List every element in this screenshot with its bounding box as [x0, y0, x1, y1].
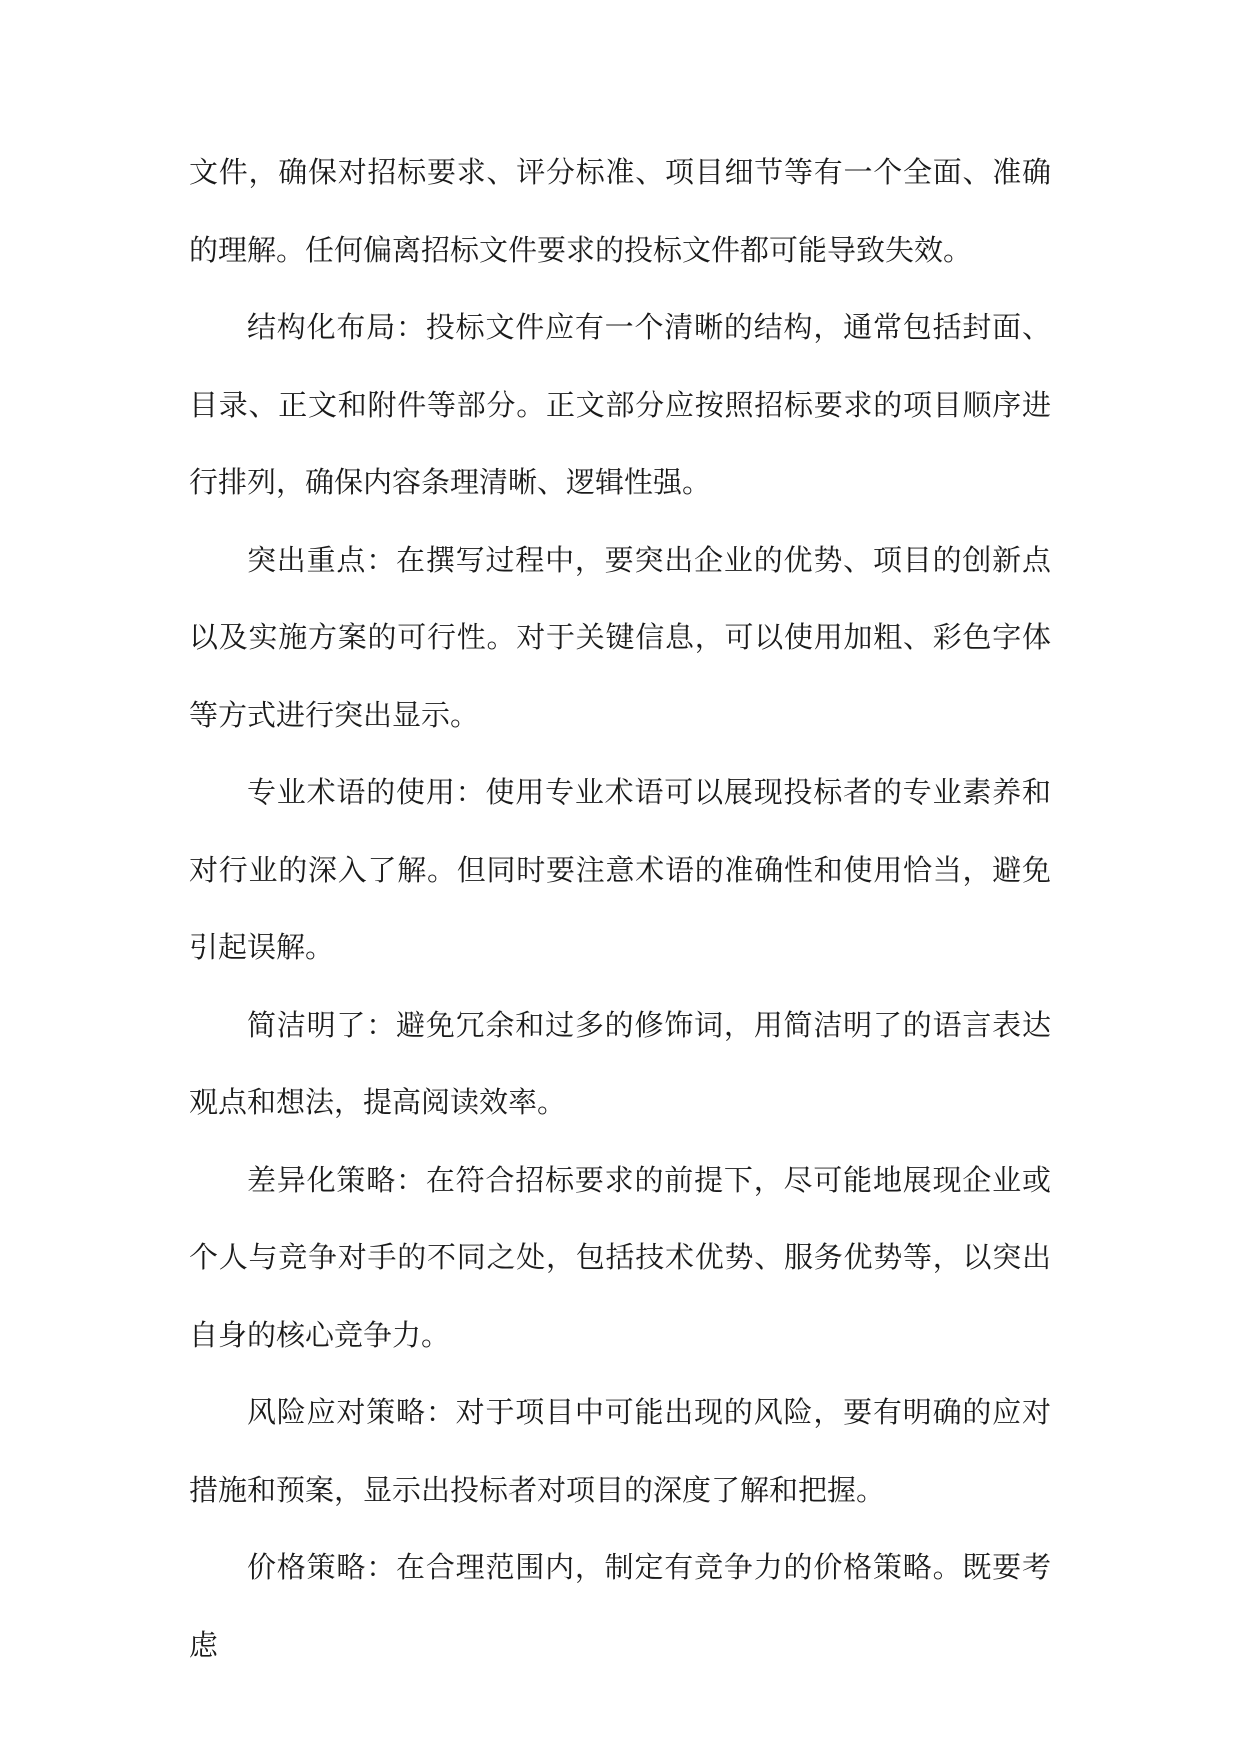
paragraph-terminology: 专业术语的使用：使用专业术语可以展现投标者的专业素养和对行业的深入了解。但同时要注意术语的准确性和使用恰当，避免引起误解。	[189, 775, 1051, 964]
paragraph-risk-strategy: 风险应对策略：对于项目中可能出现的风险，要有明确的应对措施和预案，显示出投标者对项目的深度了解和把握。	[189, 1395, 1051, 1507]
paragraph-price-strategy: 价格策略：在合理范围内，制定有竞争力的价格策略。既要考虑	[189, 1550, 1051, 1662]
document-body	[189, 134, 1051, 1684]
paragraph-highlight-key-points: 突出重点：在撰写过程中，要突出企业的优势、项目的创新点以及实施方案的可行性。对于关键信息，可以使用加粗、彩色字体等方式进行突出显示。	[189, 542, 1051, 732]
paragraph-structured-layout: 结构化布局：投标文件应有一个清晰的结构，通常包括封面、目录、正文和附件等部分。正文部分应按照招标要求的项目顺序进行排列，确保内容条理清晰、逻辑性强。	[189, 310, 1051, 499]
paragraph-continuation: 文件，确保对招标要求、评分标准、项目细节等有一个全面、准确的理解。任何偏离招标文件要求的投标文件都可能导致失效。	[189, 155, 1051, 267]
paragraph-differentiation: 差异化策略：在符合招标要求的前提下，尽可能地展现企业或个人与竞争对手的不同之处，包括技术优势、服务优势等，以突出自身的核心竞争力。	[189, 1162, 1051, 1352]
paragraph-concise: 简洁明了：避免冗余和过多的修饰词，用简洁明了的语言表达观点和想法，提高阅读效率。	[189, 1007, 1051, 1119]
